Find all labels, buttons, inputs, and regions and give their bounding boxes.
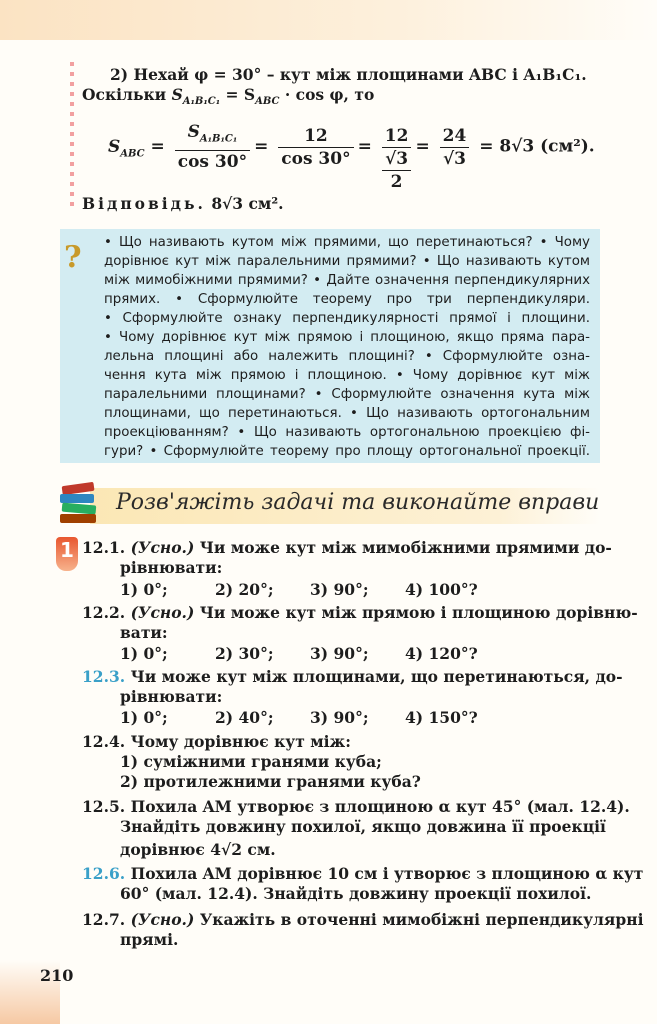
option: 2) 20°;	[215, 580, 274, 599]
exercise-number: 12.6.	[82, 864, 126, 883]
text: (Усно.)	[130, 538, 195, 557]
text: Оскільки	[82, 85, 167, 104]
level-badge: 1	[56, 537, 78, 571]
exercise-text: прямі.	[120, 930, 179, 949]
option: 3) 90°;	[310, 708, 369, 727]
text: A₁B₁C₁	[182, 96, 221, 108]
option: 1) 0°;	[120, 708, 168, 727]
text: cos 30°	[177, 152, 248, 173]
text: Похила AM утворює з площиною α кут 45° (мал. 12.4).	[130, 797, 630, 816]
text: cos 30°	[281, 148, 351, 169]
top-decoration	[0, 0, 657, 40]
answer	[82, 194, 598, 214]
option: 4) 120°?	[405, 644, 478, 663]
option: 2) 30°;	[215, 644, 274, 663]
text: √3	[442, 148, 466, 169]
exercise-12-6	[82, 864, 644, 884]
exercise-number: 12.5.	[82, 797, 126, 816]
exercise-text: 60° (мал. 12.4). Знайдіть довжину проекції похилої.	[120, 884, 592, 903]
exercise-text: вати:	[120, 623, 168, 642]
text: 24	[440, 125, 470, 148]
answer-value: 8√3 см².	[211, 194, 284, 213]
exercise-number: 12.3.	[82, 667, 126, 686]
text: 2	[390, 172, 403, 192]
exercise-12-2	[82, 603, 638, 623]
question-line: дорівнює кут між паралельними прямими? • Що називають кутом	[104, 254, 590, 269]
text: (Усно.)	[130, 603, 195, 622]
text: ABC	[120, 147, 145, 159]
option: 4) 100°?	[405, 580, 478, 599]
exercise-12-5	[82, 797, 630, 817]
exercise-number: 12.1.	[82, 538, 126, 557]
option: 1) 0°;	[120, 644, 168, 663]
exercise-number: 12.7.	[82, 910, 126, 929]
exercise-12-4	[82, 732, 598, 752]
question-icon: ?	[64, 240, 82, 275]
margin-dots	[70, 62, 74, 212]
exercise-text: 2) протилежними гранями куба?	[120, 772, 421, 791]
exercise-number: 12.4.	[82, 732, 126, 751]
exercise-12-1	[82, 538, 612, 558]
question-line: • Сформулюйте ознаку перпендикулярності прямої і площини.	[104, 311, 590, 326]
question-line: • Чому дорівнює кут між прямою і площиною, якщо пряма пара-	[104, 330, 590, 345]
options	[120, 644, 598, 664]
text: Чи може кут між прямою і площиною дорівню-	[199, 603, 638, 622]
question-line: чення кута між прямою і площиною. • Чому дорівнює кут між	[104, 368, 590, 383]
exercise-text: дорівнює 4√2 см.	[120, 840, 276, 859]
option: 4) 150°?	[405, 708, 478, 727]
solution-line-1: 2) Нехай φ = 30° – кут між площинами ABC і A₁B₁C₁.	[110, 65, 587, 84]
exercise-text: Знайдіть довжину похилої, якщо довжина її проекції	[120, 817, 606, 836]
option: 1) 0°;	[120, 580, 168, 599]
books-icon	[58, 480, 102, 526]
question-line: паралельними площинами? • Сформулюйте означення кута між	[104, 387, 590, 402]
text: (Усно.)	[130, 910, 195, 929]
text: 12	[382, 125, 412, 148]
text: · cos φ, то	[284, 85, 375, 104]
text: Чому дорівнює кут між:	[130, 732, 351, 751]
option: 3) 90°;	[310, 580, 369, 599]
text: 12	[278, 125, 353, 148]
exercise-text: рівнювати:	[120, 687, 223, 706]
option: 2) 40°;	[215, 708, 274, 727]
options	[120, 580, 598, 600]
exercise-text: рівнювати:	[120, 558, 223, 577]
exercise-number: 12.2.	[82, 603, 126, 622]
question-line: між мимобіжними прямими? • Дайте означення перпендикулярних	[104, 273, 590, 288]
exercise-12-3	[82, 667, 623, 687]
text: Чи може кут між мимобіжними прямими до-	[199, 538, 612, 557]
exercise-text: 1) суміжними гранями куба;	[120, 752, 382, 771]
question-line: площинами, що перетинаються. • Що називають ортогональним	[104, 406, 590, 421]
options	[120, 708, 598, 728]
text: = S	[225, 85, 256, 104]
answer-label: Відповідь.	[82, 194, 206, 213]
text: ABC	[255, 96, 280, 108]
option: 3) 90°;	[310, 644, 369, 663]
text: Чи може кут між площинами, що перетинаються, до-	[130, 667, 623, 686]
question-line: • Що називають кутом між прямими, що перетинаються? • Чому	[104, 235, 590, 250]
question-line: проекціюванням? • Що називають ортогональною проекцією фі-	[104, 425, 590, 440]
section-title: Розв'яжіть задачі та виконайте вправи	[116, 490, 600, 515]
text: Похила AM дорівнює 10 см і утворює з площиною α кут	[130, 864, 644, 883]
exercise-12-7	[82, 910, 644, 930]
text: A₁B₁C₁	[199, 133, 238, 145]
text: = 8√3 (см²).	[479, 136, 595, 157]
question-line: лельна площині або належить площині? • Сформулюйте озна-	[104, 349, 590, 364]
text: √3	[382, 148, 412, 171]
area-formula: $S_{ABC}$ = $\frac{S_{A_1B_1C_1}}{\cos 30^\circ}$ = $\frac{12}{\cos 30^\circ}$ = 12 √3 2 = $\frac{24}{√3}$ = 8√3 (см²).	[108, 121, 595, 192]
text: Укажіть в оточенні мимобіжні перпендикулярні	[199, 910, 644, 929]
page-number: 210	[40, 966, 74, 985]
question-line: прямих. • Сформулюйте теорему про три перпендикуляри.	[104, 292, 590, 307]
solution-line-2: Оскільки $S_{A_1B_1C_1} = S_{ABC} \cdot \cos \varphi$, то	[82, 85, 375, 108]
question-line: гури? • Сформулюйте теорему про площу ортогональної проекції.	[104, 444, 590, 459]
